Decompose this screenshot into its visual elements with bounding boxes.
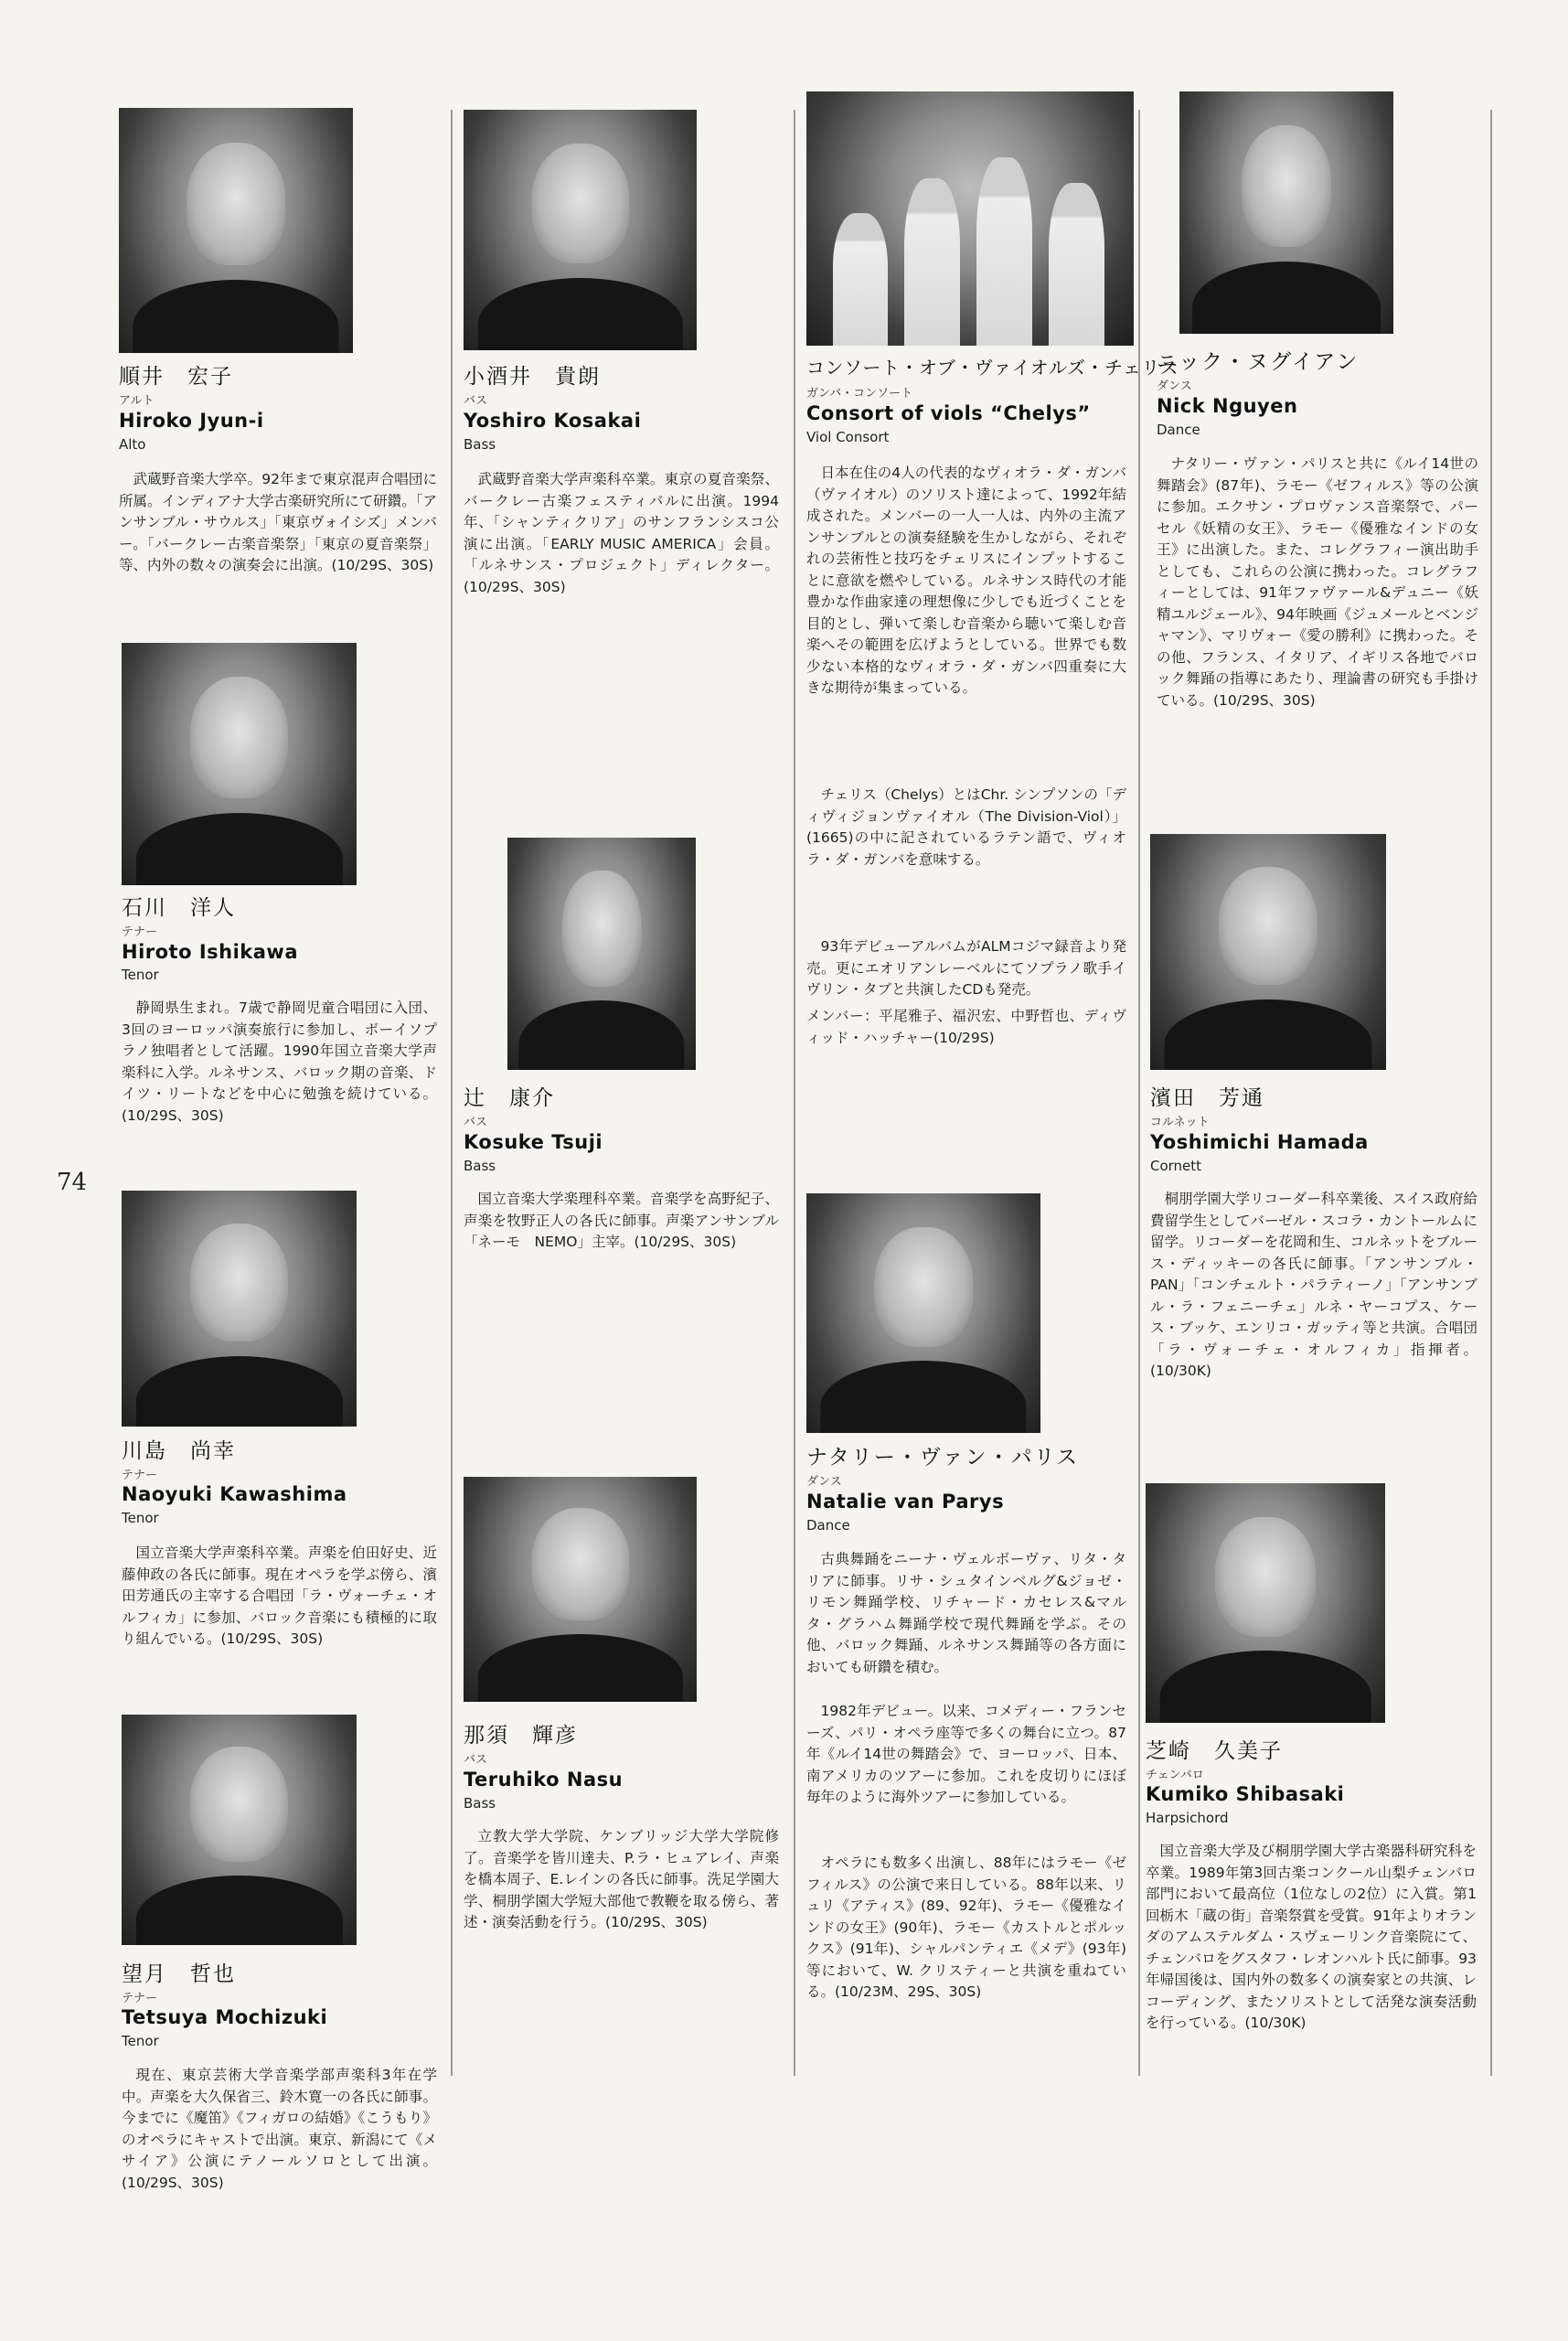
portrait-photo	[122, 1191, 357, 1427]
name-ja: コンソート・オブ・ヴァイオルズ・チェリス	[806, 357, 1179, 379]
name-en: Yoshiro Kosakai	[464, 410, 642, 432]
role-ja: バス	[464, 1116, 488, 1129]
role-ja: ガンバ・コンソート	[806, 387, 913, 401]
portrait-photo	[464, 110, 697, 350]
name-ja: 濱田 芳通	[1150, 1086, 1264, 1110]
role-en: Tenor	[122, 967, 159, 983]
portrait-photo	[122, 643, 357, 885]
role-en: Viol Consort	[806, 429, 890, 445]
role-ja: コルネット	[1150, 1116, 1210, 1129]
bio: 国立音楽大学楽理科卒業。音楽学を高野紀子、声楽を牧野正人の各氏に師事。声楽アンサンブル「ネーモ NEMO」主宰。(10/29S、30S)	[464, 1191, 779, 1250]
group-photo	[806, 91, 1134, 346]
name-en: Nick Nguyen	[1157, 395, 1298, 417]
bio: 国立音楽大学声楽科卒業。声楽を伯田好史、近藤伸政の各氏に師事。現在オペラを学ぶ傍ら、濱田芳通氏の主宰する合唱団「ラ・ヴォーチェ・オルフィカ」に参加、バロック音楽にも積極的に取り組んでいる。(10/29S、30S)	[122, 1545, 437, 1647]
name-en: Hiroko Jyun-i	[119, 410, 264, 432]
role-ja: バス	[464, 1753, 488, 1767]
column-divider	[1138, 110, 1140, 2076]
portrait-photo	[122, 1715, 357, 1945]
name-ja: ニック・ヌグイアン	[1157, 350, 1360, 374]
role-en: Tenor	[122, 2033, 159, 2049]
column-divider	[451, 110, 453, 2076]
role-ja: バス	[464, 394, 488, 408]
name-ja: ナタリー・ヴァン・パリス	[806, 1446, 1080, 1470]
name-ja: 望月 哲也	[122, 1962, 236, 1986]
role-en: Harpsichord	[1146, 1810, 1229, 1826]
portrait-photo	[1150, 834, 1386, 1070]
bio: 国立音楽大学及び桐朋学園大学古楽器科研究科を卒業。1989年第3回古楽コンクール山梨チェンバロ部門において最高位（1位なしの2位）に入賞。第1回栃木「蔵の街」音楽祭賞を受賞。91年よりオランダのアムステルダム・スヴェーリンク音楽院にて、チェンバロをグスタフ・レオンハルト氏に師事。93年帰国後は、国内外の数多くの演奏家との共演、レコーディング、またソリストとして活発な演奏活動を行っている。(10/30K)	[1146, 1843, 1477, 2031]
bio: チェリス（Chelys）とはChr. シンプソンの「ディヴィジョンヴァイオル（The Division-Viol）」(1665)の中に記されているラテン語で、ヴィオラ・ダ・ガンバを意味する。	[806, 786, 1126, 868]
name-ja: 小酒井 貴朗	[464, 365, 601, 389]
bio: 1982年デビュー。以来、コメディー・フランセーズ、パリ・オペラ座等で多くの舞台に立つ。87年《ルイ14世の舞踏会》で、ヨーロッパ、日本、南アメリカのツアーに参加。これを皮切りにほぼ毎年のように海外ツアーに参加している。	[806, 1703, 1126, 1805]
portrait-photo	[1179, 91, 1393, 334]
column-divider	[794, 110, 795, 2076]
portrait-photo	[507, 838, 696, 1070]
role-ja: チェンバロ	[1146, 1769, 1204, 1782]
role-en: Alto	[119, 436, 146, 453]
role-ja: テナー	[122, 1992, 158, 2005]
bio: 立教大学大学院、ケンブリッジ大学大学院修了。音楽学を皆川達夫、P.ラ・ヒュアレイ、声楽を橋本周子、E.レインの各氏に師事。洗足学園大学、桐朋学園大学短大部他で教鞭を取る傍ら、著述・演奏活動を行う。(10/29S、30S)	[464, 1828, 779, 1930]
name-en: Hiroto Ishikawa	[122, 941, 299, 963]
role-en: Bass	[464, 1158, 496, 1174]
bio: 古典舞踊をニーナ・ヴェルボーヴァ、リタ・タリアに師事。リサ・シュタインベルグ&ジョゼ・リモン舞踊学校、リチャード・カセレス&マルタ・グラハム舞踊学校で現代舞踊を学ぶ。その他、バロック舞踊、ルネサンス舞踊等の各方面においても研鑽を積む。	[806, 1551, 1126, 1675]
bio: 武蔵野音楽大学声楽科卒業。東京の夏音楽祭、バークレー古楽フェスティバルに出演。1994年、「シャンティクリア」のサンフランシスコ公演に出演。「EARLY MUSIC AMERICA」会員。「ルネサンス・プロジェクト」ディレクター。(10/29S、30S)	[464, 471, 779, 595]
name-en: Consort of viols “Chelys”	[806, 402, 1091, 424]
bio: 桐朋学園大学リコーダー科卒業後、スイス政府給費留学生としてバーゼル・スコラ・カントールムに留学。リコーダーを花岡和生、コルネットをブルース・ディッキーの各氏に師事。「アンサンブル・PAN」「コンチェルト・パラティーノ」「アンサンブル・ラ・フェニーチェ」ルネ・ヤーコプス、ケース・ブッケ、エンリコ・ガッティ等と共演。合唱団「ラ・ヴォーチェ・オルフィカ」指揮者。(10/30K)	[1150, 1191, 1477, 1379]
portrait-photo	[1146, 1483, 1385, 1723]
role-en: Dance	[1157, 422, 1200, 438]
bio: メンバー：平尾雅子、福沢宏、中野哲也、ディヴィッド・ハッチャー(10/29S)	[806, 1008, 1126, 1046]
role-en: Dance	[806, 1517, 850, 1534]
role-en: Cornett	[1150, 1158, 1202, 1174]
name-en: Yoshimichi Hamada	[1150, 1131, 1369, 1153]
bio: 現在、東京芸術大学音楽学部声楽科3年在学中。声楽を大久保省三、鈴木寛一の各氏に師事。今までに《魔笛》《フィガロの結婚》《こうもり》のオペラにキャストで出演。東京、新潟にて《メサイア》公演にテノールソロとして出演。(10/29S、30S)	[122, 2067, 437, 2191]
column-divider	[1490, 110, 1492, 2076]
role-en: Tenor	[122, 1510, 159, 1526]
name-ja: 芝崎 久美子	[1146, 1739, 1283, 1763]
portrait-photo	[464, 1477, 697, 1702]
portrait-photo	[806, 1193, 1040, 1433]
bio: ナタリー・ヴァン・パリスと共に《ルイ14世の舞踏会》(87年)、ラモー《ゼフィルス》等の公演に参加。エクサン・プロヴァンス音楽祭で、パーセル《妖精の女王》、ラモー《優雅なインドの女王》に出演した。また、コレグラフィー演出助手としても、これらの公演に携わった。コレグラフィーとしては、91年ファヴァール&デュニー《妖精ユルジェール》、94年映画《ジュメールとベンジャマン》、マリヴォー《愛の勝利》に携わった。その他、フランス、イタリア、イギリス各地でバロック舞踊の指導にあたり、理論書の研究も手掛けている。(10/29S、30S)	[1157, 455, 1478, 709]
role-en: Bass	[464, 436, 496, 453]
portrait-photo	[119, 108, 353, 353]
role-ja: ダンス	[1157, 379, 1192, 393]
name-en: Naoyuki Kawashima	[122, 1483, 347, 1505]
name-en: Teruhiko Nasu	[464, 1769, 624, 1790]
name-en: Tetsuya Mochizuki	[122, 2006, 328, 2028]
name-ja: 石川 洋人	[122, 896, 236, 920]
bio: 日本在住の4人の代表的なヴィオラ・ダ・ガンバ（ヴァイオル）のソリスト達によって、1992年結成された。メンバーの一人一人は、内外の主流アンサンブルとの演奏経験を生かしながら、それぞれの芸術性と技巧をチェリスにインプットすることに意欲を燃やしている。ルネサンス時代の才能豊かな作曲家達の理想像に少しでも近づくことを目的とし、弾いて楽しむ音楽から聴いて楽しむ音楽へその範囲を広げようとしている。世界でも数少ない本格的なヴィオラ・ダ・ガンバ四重奏に大きな期待が集まっている。	[806, 465, 1126, 696]
role-ja: アルト	[119, 394, 155, 408]
name-ja: 那須 輝彦	[464, 1724, 578, 1748]
name-ja: 順井 宏子	[119, 365, 233, 389]
bio: オペラにも数多く出演し、88年にはラモー《ゼフィルス》の公演で来日している。88年以来、リュリ《アティス》(89、92年)、ラモー《優雅なインドの女王》(90年)、ラモー《カストルとポルックス》(91年)、シャルパンティエ《メデ》(93年)等において、W. クリスティーと共演を重ねている。(10/23M、29S、30S)	[806, 1855, 1126, 2000]
bio: 93年デビューアルバムがALMコジマ録音より発売。更にエオリアンレーベルにてソプラノ歌手イヴリン・タブと共演したCDも発売。	[806, 938, 1126, 998]
role-ja: テナー	[122, 925, 158, 939]
name-ja: 辻 康介	[464, 1086, 555, 1110]
name-en: Natalie van Parys	[806, 1491, 1005, 1513]
role-en: Bass	[464, 1795, 496, 1812]
bio: 静岡県生まれ。7歳で静岡児童合唱団に入団、3回のヨーロッパ演奏旅行に参加し、ボーイソプラノ独唱者として活躍。1990年国立音楽大学声楽科に入学。ルネサンス、バロック期の音楽、ドイツ・リートなどを中心に勉強を続けている。(10/29S、30S)	[122, 999, 437, 1124]
name-en: Kosuke Tsuji	[464, 1131, 603, 1153]
role-ja: テナー	[122, 1469, 158, 1482]
bio: 武蔵野音楽大学卒。92年まで東京混声合唱団に所属。インディアナ大学古楽研究所にて研鑽。「アンサンブル・サウルス」「東京ヴォイシズ」メンバー。「バークレー古楽音楽祭」「東京の夏音楽祭」等、内外の数々の演奏会に出演。(10/29S、30S)	[119, 471, 437, 573]
name-en: Kumiko Shibasaki	[1146, 1783, 1345, 1805]
name-ja: 川島 尚幸	[122, 1439, 236, 1463]
page-number: 74	[57, 1169, 88, 1196]
role-ja: ダンス	[806, 1475, 842, 1489]
